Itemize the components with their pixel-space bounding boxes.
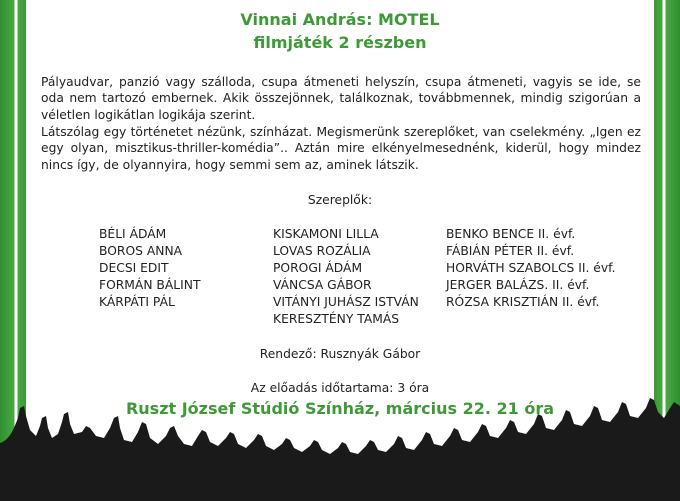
cast-member: VITÁNYI JUHÁSZ ISTVÁN (273, 295, 419, 309)
cast-column-3 (446, 226, 616, 311)
play-subtitle: filmjáték 2 részben (253, 33, 427, 52)
cast-member: RÓZSA KRISZTIÁN II. évf. (446, 295, 600, 309)
play-title: Vinnai András: MOTEL (240, 10, 440, 29)
cast-member: FORMÁN BÁLINT (99, 278, 201, 292)
cast-heading: Szereplők: (307, 193, 373, 207)
description-paragraph-1: Pályaudvar, panzió vagy szálloda, csupa átmeneti helyszín, csupa átmeneti, vagyis se ide, se oda nem tartozó embernek. Akik összejönnek, találkoznak, továbbmennek, mindig szigorúan a véletlen logikátlan logikája szerint. (41, 75, 641, 122)
venue-and-date: Ruszt József Stúdió Színház, március 22. 21 óra (125, 399, 555, 418)
cast-member: JERGER BALÁZS. II. évf. (446, 278, 590, 292)
description-paragraph-2: Látszólag egy történetet nézünk, színházat. Megismerünk szereplőket, van cselekmény. „Igen ez egy olyan, misztikus-thriller-komédia”.. Aztán mire elkényelmesednénk, kiderül, hogy mindez nincs így, de olyannyira, hogy semmi sem az, aminek látszik. (41, 125, 641, 172)
duration-text: Az előadás időtartama: 3 óra (250, 381, 430, 395)
director-credit: Rendező: Rusznyák Gábor (259, 347, 421, 361)
cast-member: KÁRPÁTI PÁL (99, 295, 175, 309)
cast-member: VÁNCSA GÁBOR (273, 278, 372, 292)
cast-member: POROGI ÁDÁM (273, 261, 363, 275)
cast-column-2 (273, 226, 419, 328)
cast-member: FÁBIÁN PÉTER II. évf. (446, 244, 575, 258)
cast-member: HORVÁTH SZABOLCS II. évf. (446, 261, 616, 275)
cast-member: BOROS ANNA (99, 244, 183, 258)
cast-member: DECSI EDIT (99, 261, 169, 275)
cast-member: BENKO BENCE II. évf. (446, 227, 576, 241)
cast-member: KISKAMONI LILLA (273, 227, 379, 241)
cast-column-1 (99, 226, 200, 311)
cast-member: LOVAS ROZÁLIA (273, 244, 371, 258)
cast-member: BÉLI ÁDÁM (99, 227, 167, 241)
cast-member: KERESZTÉNY TAMÁS (273, 312, 400, 326)
